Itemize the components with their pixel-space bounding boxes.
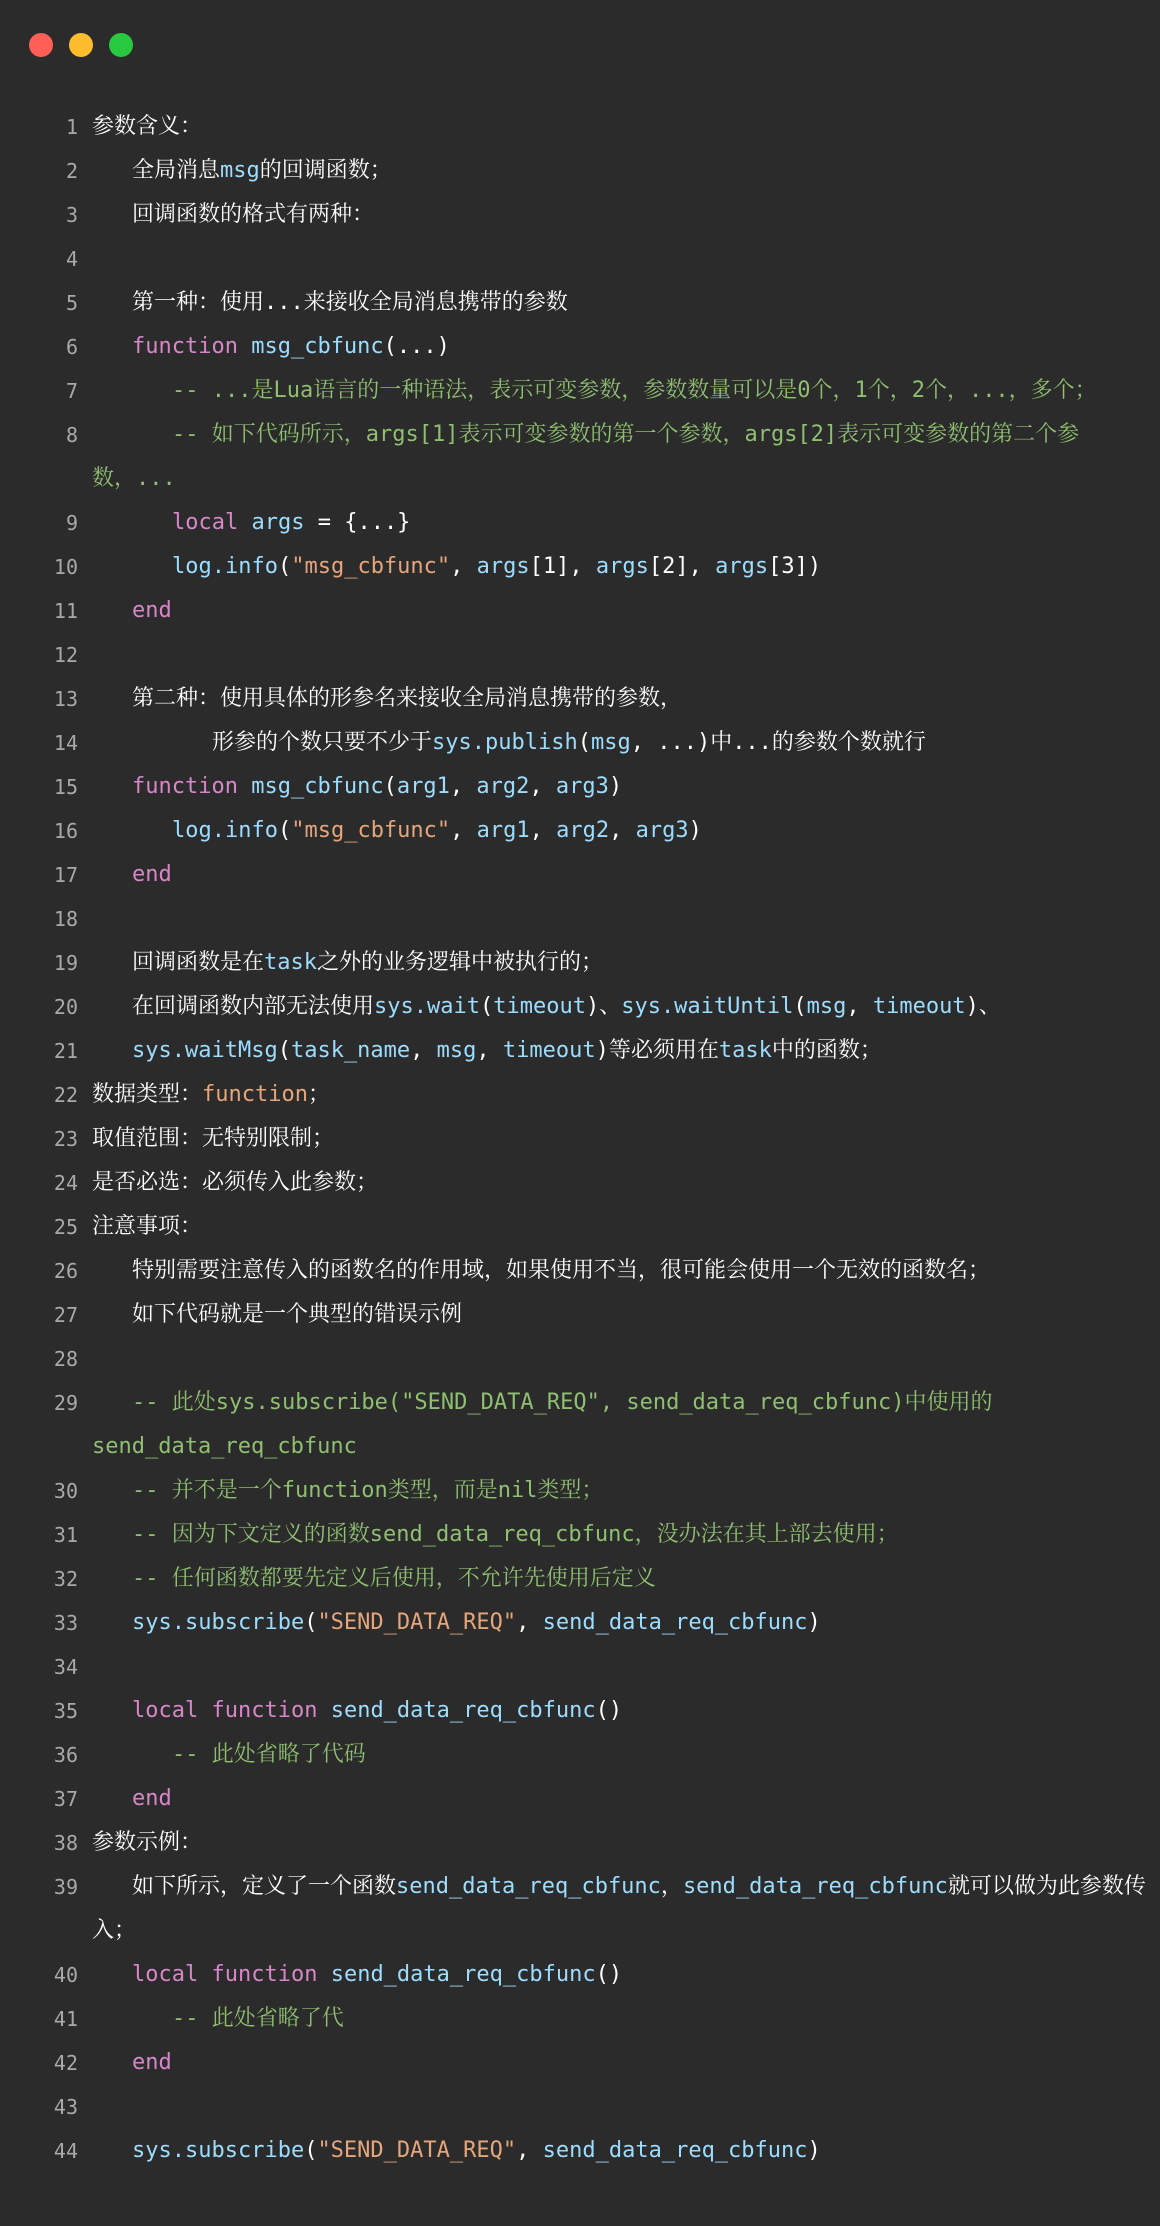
code-line [0,1733,1160,1777]
code-token: arg1 [476,818,530,843]
line-number: 12 [53,643,78,667]
line-text [92,281,1148,325]
code-line [0,1381,1160,1469]
code-token: ) [807,1610,821,1635]
code-token: 中的函数； [771,1038,882,1063]
line-text [92,853,1148,897]
line-number: 33 [53,1611,78,1635]
code-token: log.info [172,818,278,843]
line-number: 3 [65,203,78,227]
code-token: ) [807,2138,821,2163]
line-text [92,2041,1148,2085]
code-token: local [132,1962,199,1987]
code-line [0,1689,1160,1733]
code-token: ( [304,2138,318,2163]
code-token: 在回调函数内部无法使用 [132,994,375,1019]
code-token: send_data_req_cbfunc [542,2138,808,2163]
line-text [92,1601,1148,1645]
code-token: "SEND_DATA_REQ" [317,1610,517,1635]
code-token: 形参的个数只要不少于 [212,730,433,755]
code-token: local [132,1698,199,1723]
code-token: = {...} [304,510,411,535]
code-line [0,721,1160,765]
code-line [0,1997,1160,2041]
line-number: 17 [53,863,78,887]
line-number: 9 [65,511,78,535]
code-token: 如下所示，定义了一个函数 [132,1874,397,1899]
code-token: ； [307,1082,330,1107]
line-text [92,1293,1148,1337]
line-number: 10 [53,555,78,579]
code-line [0,677,1160,721]
code-token: 回调函数的格式有两种： [132,202,375,227]
line-text [92,677,1148,721]
code-token: "msg_cbfunc" [291,554,451,579]
line-number: 29 [53,1391,78,1415]
code-token: end [132,2050,172,2075]
code-token: 第二种：使用具体的形参名来接收全局消息携带的参数， [132,686,683,711]
code-token: -- 此处省略了代 [172,2006,344,2031]
line-number: 35 [53,1699,78,1723]
code-line [0,325,1160,369]
line-text [92,589,1148,633]
code-token: () [595,1962,623,1987]
code-token: arg2 [556,818,610,843]
line-number: 16 [53,819,78,843]
line-number: 25 [53,1215,78,1239]
line-number: 27 [53,1303,78,1327]
code-token: 参数含义： [92,114,203,139]
code-line [0,1161,1160,1205]
line-text [92,1029,1148,1073]
code-token: 数据类型： [92,1082,203,1107]
code-line [0,105,1160,149]
code-line [0,501,1160,545]
line-number: 43 [53,2095,78,2119]
line-number: 4 [65,247,78,271]
line-number: 37 [53,1787,78,1811]
code-token [198,1698,211,1723]
code-token: task [718,1038,772,1063]
line-text [92,1469,1148,1513]
line-text [92,1953,1148,1997]
code-token [238,510,251,535]
window-titlebar [0,0,1160,90]
code-token: end [132,1786,172,1811]
code-token: (...) [383,334,450,359]
code-line [0,413,1160,501]
code-token: 回调函数是在 [132,950,265,975]
code-token: local [172,510,239,535]
line-text [92,149,1148,193]
line-number: 19 [53,951,78,975]
code-token: ( [304,1610,318,1635]
line-text [92,1249,1148,1293]
code-token: -- 此处sys.subscribe("SEND_DATA_REQ", send_data_req_cbfunc)中使用的 [132,1390,993,1415]
line-text [92,325,1148,369]
code-token: 特别需要注意传入的函数名的作用域，如果使用不当，很可能会使用一个无效的函数名； [132,1258,991,1283]
line-number: 41 [53,2007,78,2031]
code-token: -- 并不是一个function类型，而是nil类型； [132,1478,604,1503]
code-token: ( [277,1038,291,1063]
code-token: -- 此处省略了代码 [172,1742,366,1767]
line-text [92,413,1148,501]
code-token: () [595,1698,623,1723]
line-number: 28 [53,1347,78,1371]
code-token: ( [577,730,591,755]
line-number: 24 [53,1171,78,1195]
code-token: sys.waitMsg [132,1038,278,1063]
code-token: [2], [648,554,716,579]
code-line [0,1821,1160,1865]
line-text [92,1777,1148,1821]
line-number: 38 [53,1831,78,1855]
code-token: function [132,334,238,359]
code-token: 第一种：使用...来接收全局消息携带的参数 [132,290,568,315]
code-token: function [132,774,238,799]
code-token: msg [590,730,631,755]
line-number: 18 [53,907,78,931]
code-token: , [846,994,873,1019]
line-text [92,1073,1148,1117]
code-token: , [516,2138,543,2163]
code-token: ) [688,818,702,843]
code-line [0,237,1160,281]
line-text [92,1513,1148,1557]
code-token: 之外的业务逻辑中被执行的； [317,950,604,975]
code-token: 注意事项： [92,1214,203,1239]
code-token [238,774,251,799]
code-token: send_data_req_cbfunc [330,1962,596,1987]
code-token: arg1 [396,774,450,799]
code-token: , [450,554,477,579]
code-line [0,281,1160,325]
line-number: 31 [53,1523,78,1547]
line-number: 15 [53,775,78,799]
code-token: ， [660,1874,683,1899]
line-text [92,105,1148,149]
code-token: end [132,598,172,623]
line-text [92,1381,1148,1469]
code-line [0,853,1160,897]
code-token: send_data_req_cbfunc [396,1874,661,1899]
code-token: sys.subscribe [132,1610,305,1635]
code-token: msg [220,158,260,183]
code-token: sys.publish [432,730,578,755]
code-token: , [529,774,556,799]
code-token: timeout [493,994,586,1019]
code-line [0,1557,1160,1601]
line-number: 34 [53,1655,78,1679]
code-line [0,897,1160,941]
code-token: send_data_req_cbfunc [92,1434,357,1459]
code-line [0,149,1160,193]
line-number: 7 [65,379,78,403]
code-line [0,1469,1160,1513]
line-text [92,985,1148,1029]
code-token: , ...)中...的参数个数就行 [630,730,926,755]
code-token: msg [436,1038,477,1063]
code-line [0,985,1160,1029]
code-token: [1], [529,554,596,579]
code-token: send_data_req_cbfunc [330,1698,596,1723]
line-number: 36 [53,1743,78,1767]
code-token: ( [479,994,494,1019]
code-token [317,1962,330,1987]
line-number: 39 [53,1875,78,1899]
code-token: timeout [502,1038,596,1063]
code-token: [3]) [768,554,822,579]
close-window-button[interactable] [29,33,53,57]
code-line [0,2129,1160,2173]
code-token [198,1962,211,1987]
code-token: task [264,950,317,975]
code-token: args [251,510,305,535]
code-token: task_name [290,1038,411,1063]
code-line [0,1865,1160,1953]
code-token: args [595,554,649,579]
line-number: 40 [53,1963,78,1987]
code-token: arg2 [476,774,530,799]
code-token: sys.wait [374,994,480,1019]
code-line [0,765,1160,809]
code-token [238,334,251,359]
line-text [92,809,1148,853]
code-token: )、 [965,994,1001,1019]
code-token: sys.waitUntil [621,994,794,1019]
code-token: 是否必选：必须传入此参数； [92,1170,379,1195]
code-block [0,105,1160,2173]
code-token: send_data_req_cbfunc [682,1874,948,1899]
line-text [92,545,1148,589]
line-number: 21 [53,1039,78,1063]
code-token: 如下代码就是一个典型的错误示例 [132,1302,463,1327]
code-line [0,1645,1160,1689]
code-line [0,545,1160,589]
code-line [0,1337,1160,1381]
code-token: args [476,554,530,579]
code-token: function [202,1082,308,1107]
line-number: 26 [53,1259,78,1283]
line-text [92,1117,1148,1161]
line-number: 42 [53,2051,78,2075]
code-line [0,941,1160,985]
code-line [0,1073,1160,1117]
line-number: 11 [53,599,78,623]
code-line [0,1293,1160,1337]
code-token: ( [277,554,292,579]
line-number: 14 [53,731,78,755]
code-token: end [132,862,172,887]
line-number: 22 [53,1083,78,1107]
line-text [92,1161,1148,1205]
code-token: ( [277,818,292,843]
line-number: 20 [53,995,78,1019]
code-token: timeout [872,994,966,1019]
code-token: sys.subscribe [132,2138,305,2163]
code-token: , [529,818,557,843]
line-text [92,1733,1148,1777]
code-token: )等必须用在 [595,1038,719,1063]
line-text [92,765,1148,809]
code-line [0,809,1160,853]
line-text [92,1821,1148,1865]
line-number: 23 [53,1127,78,1151]
code-token: , [609,818,636,843]
code-token: -- 任何函数都要先定义后使用，不允许先使用后定义 [132,1566,656,1591]
line-number: 32 [53,1567,78,1591]
line-text [92,1689,1148,1733]
code-line [0,1117,1160,1161]
code-token: , [410,1038,437,1063]
code-token: , [450,818,477,843]
line-text [92,1865,1148,1953]
code-token: 取值范围：无特别限制； [92,1126,335,1151]
code-line [0,1777,1160,1821]
line-number: 5 [65,291,78,315]
code-line [0,1601,1160,1645]
code-token: "SEND_DATA_REQ" [317,2138,517,2163]
code-token: , [449,774,477,799]
code-line [0,1029,1160,1073]
code-line [0,589,1160,633]
code-token: 参数示例： [92,1830,203,1855]
line-number: 30 [53,1479,78,1503]
line-text [92,501,1148,545]
line-text [92,1205,1148,1249]
code-line [0,2041,1160,2085]
code-token: -- 因为下文定义的函数send_data_req_cbfunc，没办法在其上部去使用； [132,1522,899,1547]
code-token: msg [806,994,847,1019]
code-line [0,369,1160,413]
code-line [0,1205,1160,1249]
code-token [317,1698,330,1723]
line-number: 44 [53,2139,78,2163]
code-token: msg_cbfunc [251,774,384,799]
code-token: "msg_cbfunc" [291,818,451,843]
code-token: ( [793,994,807,1019]
line-number: 1 [65,115,78,139]
code-token: -- 如下代码所示，args[1]表示可变参数的第一个参数，args[2]表示可变参数的第二个参数，... [92,422,1080,491]
line-number: 8 [65,423,78,447]
code-token: ( [383,774,397,799]
code-token: send_data_req_cbfunc [542,1610,808,1635]
line-text [92,721,1148,765]
code-line [0,1513,1160,1557]
maximize-window-button[interactable] [109,33,133,57]
line-number: 2 [65,159,78,183]
code-token: arg3 [555,774,609,799]
line-text [92,2129,1148,2173]
minimize-window-button[interactable] [69,33,93,57]
line-text [92,369,1148,413]
code-token: ) [608,774,623,799]
code-token: 全局消息 [132,158,221,183]
code-token: 的回调函数； [259,158,392,183]
code-token: )、 [585,994,622,1019]
code-token: args [715,554,769,579]
code-token: function [211,1962,318,1987]
code-token: -- ...是Lua语言的一种语法，表示可变参数，参数数量可以是0个，1个，2个，...，多个； [172,378,1097,403]
code-token: 就可以做为此参数传入； [92,1874,1146,1943]
line-number: 6 [65,335,78,359]
code-token: msg_cbfunc [251,334,384,359]
code-token: arg3 [635,818,689,843]
code-token: , [516,1610,543,1635]
line-text [92,1557,1148,1601]
code-line [0,1953,1160,1997]
code-line [0,1249,1160,1293]
code-token: , [476,1038,503,1063]
code-line [0,633,1160,677]
code-line [0,2085,1160,2129]
code-token: function [211,1698,318,1723]
line-text [92,1997,1148,2041]
code-token: log.info [172,554,278,579]
code-line [0,193,1160,237]
line-text [92,193,1148,237]
line-text [92,941,1148,985]
line-number: 13 [53,687,78,711]
